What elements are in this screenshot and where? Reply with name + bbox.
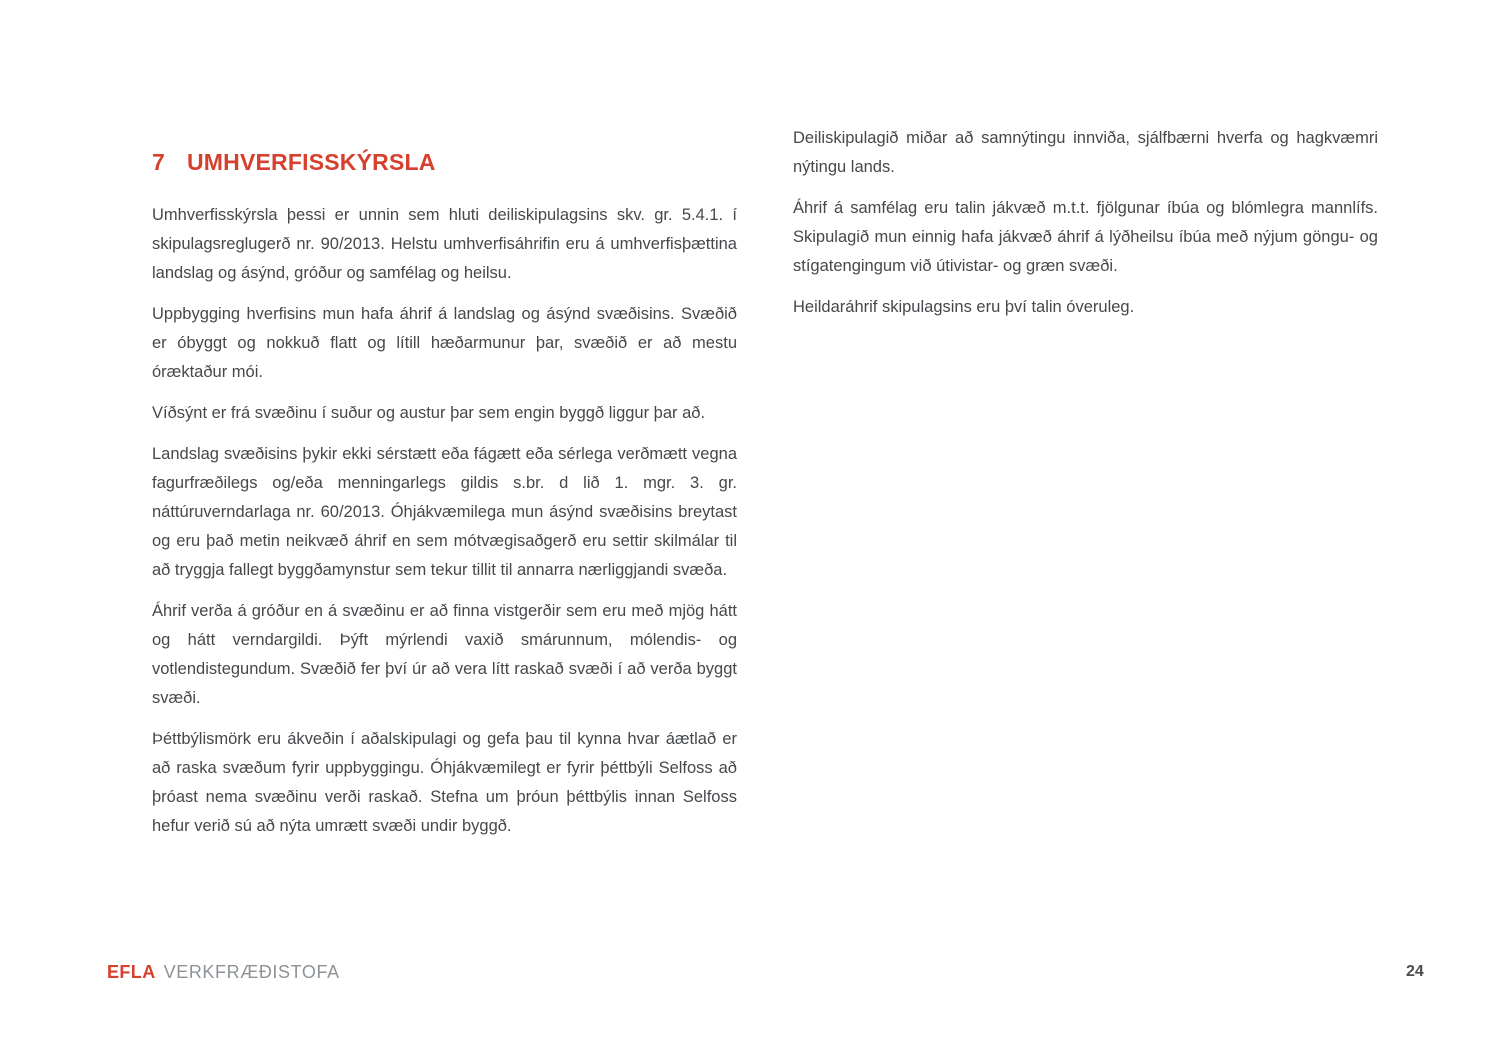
right-text-column — [793, 124, 1378, 334]
page-number: 24 — [1406, 963, 1424, 980]
left-text-column — [152, 147, 737, 853]
body-paragraph: Þéttbýlismörk eru ákveðin í aðalskipulagi og gefa þau til kynna hvar áætlað er að raska svæðum fyrir uppbyggingu. Óhjákvæmilegt er fyrir þéttbýli Selfoss að þróast nema svæðinu verði raskað. Stefna um þróun þéttbýlis innan Selfoss hefur verið sú að nýta umrætt svæði undir byggð. — [152, 730, 737, 835]
efla-logo-text: EFLA — [107, 962, 156, 982]
body-paragraph: Áhrif á samfélag eru talin jákvæð m.t.t. fjölgunar íbúa og blómlegra mannlífs. Skipulagið mun einnig hafa jákvæð áhrif á lýðheilsu íbúa með nýjum göngu- og stígatengingum við útivistar- og græn svæði. — [793, 199, 1378, 275]
body-paragraph: Heildaráhrif skipulagsins eru því talin óveruleg. — [793, 298, 1135, 316]
body-paragraph: Landslag svæðisins þykir ekki sérstætt eða fágætt eða sérlega verðmætt vegna fagurfræðilegs og/eða menningarlegs gildis s.br. d lið 1. mgr. 3. gr. náttúruverndarlaga nr. 60/2013. Óhjákvæmilega mun ásýnd svæðisins breytast og eru það metin neikvæð áhrif en sem mótvægisaðgerð eru settir skilmálar til að tryggja fallegt byggðamynstur sem tekur tillit til annarra nærliggjandi svæða. — [152, 445, 737, 579]
body-paragraph: Umhverfisskýrsla þessi er unnin sem hluti deiliskipulagsins skv. gr. 5.4.1. í skipulagsreglugerð nr. 90/2013. Helstu umhverfisáhrifin eru á umhverfisþættina landslag og ásýnd, gróður og samfélag og heilsu. — [152, 206, 737, 282]
section-number: 7 — [152, 149, 165, 175]
body-paragraph: Áhrif verða á gróður en á svæðinu er að finna vistgerðir sem eru með mjög hátt og hátt verndargildi. Þýft mýrlendi vaxið smárunnum, mólendis- og votlendistegundum. Svæðið fer því úr að vera lítt raskað svæði í að verða byggt svæði. — [152, 602, 737, 707]
efla-logo — [107, 961, 340, 983]
body-paragraph: Deiliskipulagið miðar að samnýtingu innviða, sjálfbærni hverfa og hagkvæmri nýtingu lands. — [793, 129, 1378, 176]
body-paragraph: Víðsýnt er frá svæðinu í suður og austur þar sem engin byggð liggur þar að. — [152, 404, 706, 422]
body-paragraph: Uppbygging hverfisins mun hafa áhrif á landslag og ásýnd svæðisins. Svæðið er óbyggt og nokkuð flatt og lítill hæðarmunur þar, svæðið er að mestu óræktaður mói. — [152, 305, 737, 381]
section-heading — [152, 147, 737, 178]
efla-logo-subtext: VERKFRÆÐISTOFA — [163, 962, 340, 982]
section-title: UMHVERFISSKÝRSLA — [187, 149, 436, 175]
